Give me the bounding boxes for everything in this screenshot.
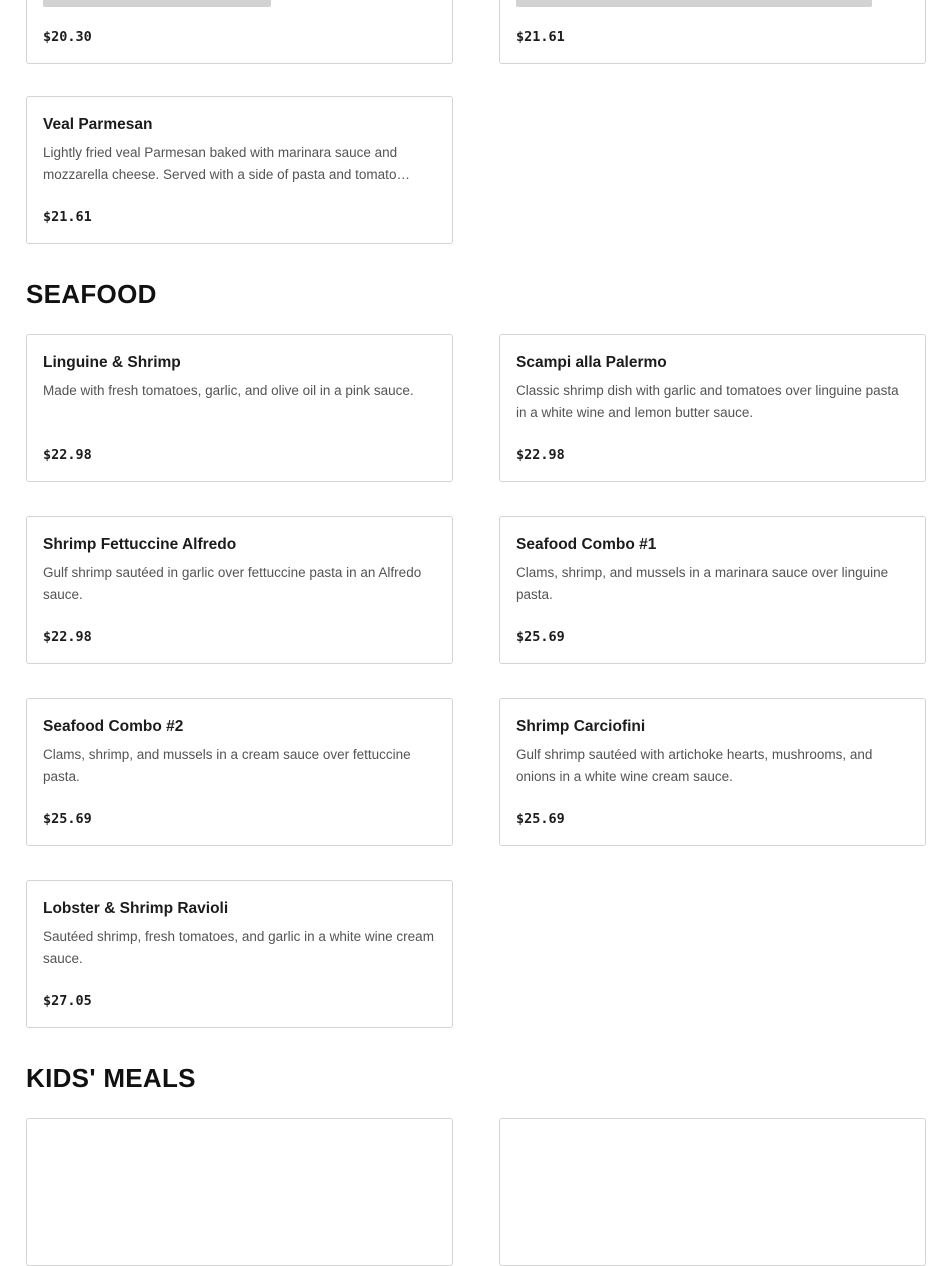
menu-item-price: $25.69	[516, 629, 565, 645]
menu-item-description: Made with fresh tomatoes, garlic, and olive oil in a pink sauce.	[43, 383, 414, 398]
menu-item-name: Shrimp Fettuccine Alfredo	[43, 536, 237, 553]
menu-item-price: $25.69	[43, 811, 92, 827]
menu-item-price: $27.05	[43, 993, 92, 1009]
section-title-kids-meals: KIDS' MEALS	[26, 1063, 196, 1093]
menu-item-name: Lobster & Shrimp Ravioli	[43, 900, 229, 917]
menu-item-name: Seafood Combo #2	[43, 718, 184, 735]
menu-item-name: Linguine & Shrimp	[43, 354, 181, 371]
menu-item-card[interactable]	[26, 96, 453, 244]
menu-item-description: Classic shrimp dish with garlic and tomatoes over linguine pasta in a white wine and lemon butter sauce.	[516, 383, 899, 420]
menu-item-price: $21.61	[43, 209, 92, 225]
truncated-item-name	[43, 0, 271, 7]
menu-item-price: $20.30	[43, 29, 92, 45]
menu-item-card[interactable]	[499, 0, 926, 64]
menu-item-price: $25.69	[516, 811, 565, 827]
menu-item-card[interactable]	[26, 698, 453, 846]
menu-item-name: Scampi alla Palermo	[516, 354, 667, 371]
menu-item-description: Lightly fried veal Parmesan baked with marinara sauce and mozzarella cheese. Served with a side of pasta and tomato…	[43, 145, 410, 182]
menu-item-description: Gulf shrimp sautéed in garlic over fettuccine pasta in an Alfredo sauce.	[43, 565, 422, 602]
menu-item-description: Sautéed shrimp, fresh tomatoes, and garlic in a white wine cream sauce.	[43, 929, 434, 966]
menu-item-price: $22.98	[43, 629, 92, 645]
menu-item-card[interactable]	[26, 516, 453, 664]
menu-item-card[interactable]	[26, 334, 453, 482]
menu-item-name: Shrimp Carciofini	[516, 718, 646, 735]
menu-item-card[interactable]	[26, 1118, 453, 1266]
menu-item-card[interactable]	[499, 698, 926, 846]
menu-item-price: $22.98	[43, 447, 92, 463]
menu-item-card[interactable]	[499, 516, 926, 664]
menu-item-description: Gulf shrimp sautéed with artichoke hearts, mushrooms, and onions in a white wine cream sauce.	[516, 747, 873, 784]
menu-item-description: Clams, shrimp, and mussels in a marinara sauce over linguine pasta.	[516, 565, 889, 602]
menu-item-card[interactable]	[26, 0, 453, 64]
menu-item-name: Seafood Combo #1	[516, 536, 657, 553]
menu-item-card[interactable]	[499, 334, 926, 482]
truncated-item-name	[516, 0, 872, 7]
menu-item-name: Veal Parmesan	[43, 116, 153, 133]
menu-item-price: $21.61	[516, 29, 565, 45]
menu-item-description: Clams, shrimp, and mussels in a cream sauce over fettuccine pasta.	[43, 747, 411, 784]
section-title-seafood: SEAFOOD	[26, 279, 157, 309]
menu-item-card[interactable]	[26, 880, 453, 1028]
menu-item-card[interactable]	[499, 1118, 926, 1266]
menu-item-price: $22.98	[516, 447, 565, 463]
